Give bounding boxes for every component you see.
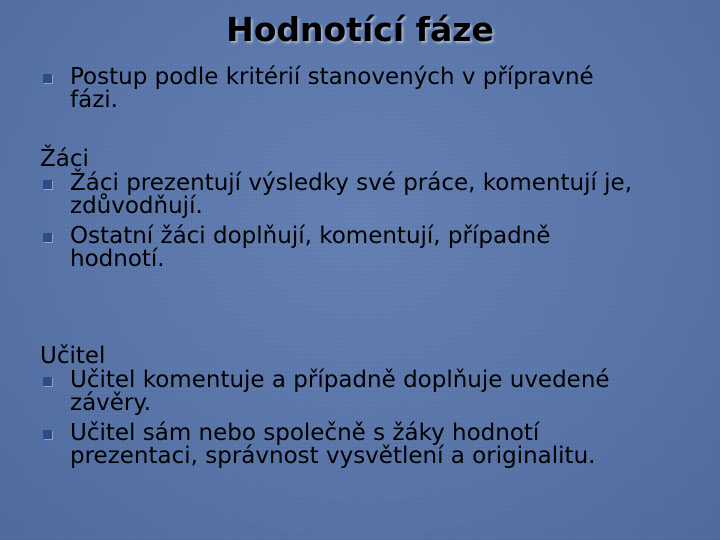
bullet-square-icon [43, 180, 52, 189]
bullet-item [40, 66, 700, 112]
bullet-text-line: fázi. [70, 87, 118, 113]
teacher-section [40, 344, 700, 468]
bullet-square-icon [43, 74, 52, 83]
bullet-square-icon [43, 377, 52, 386]
bullet-text-line: hodnotí. [70, 246, 165, 272]
bullet-text-line: závěry. [70, 390, 152, 416]
bullet-text-line: Postup podle kritérií stanovených v přípravné [70, 64, 594, 90]
bullet-text-line: prezentaci, správnost vysvětlení a originalitu. [70, 443, 596, 469]
bullet-item [40, 225, 700, 271]
bullet-text-line: Ostatní žáci doplňují, komentují, případně [70, 223, 551, 249]
section-heading-teacher: Učitel [40, 343, 106, 369]
slide-title: Hodnotící fáze [226, 10, 494, 49]
bullet-text-line: zdůvodňují. [70, 193, 203, 219]
bullet-text-line: Učitel sám nebo společně s žáky hodnotí [70, 420, 540, 446]
intro-block [40, 66, 700, 112]
bullet-square-icon [43, 430, 52, 439]
bullet-item [40, 422, 700, 468]
section-heading-pupils: Žáci [40, 146, 89, 172]
bullet-item [40, 172, 700, 218]
pupils-section [40, 147, 700, 271]
bullet-item [40, 369, 700, 415]
bullet-text-line: Učitel komentuje a případně doplňuje uvedené [70, 367, 610, 393]
bullet-square-icon [43, 233, 52, 242]
bullet-text-line: Žáci prezentují výsledky své práce, komentují je, [70, 170, 633, 196]
